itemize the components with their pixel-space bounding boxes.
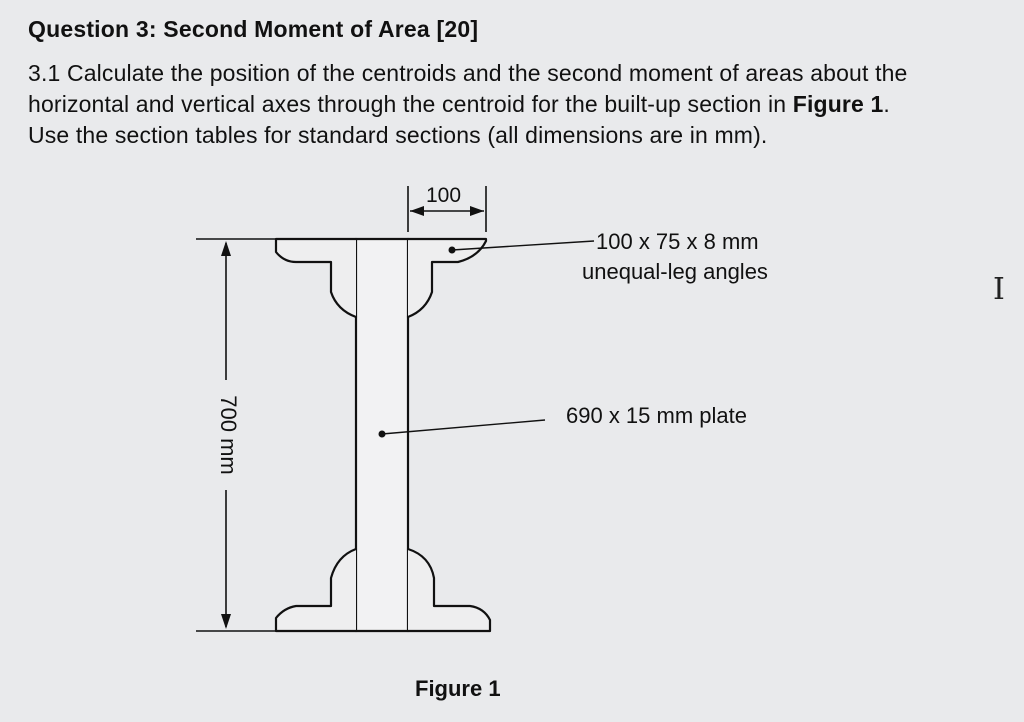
question-line-1: 3.1 Calculate the position of the centroids and the second moment of areas about the — [28, 60, 908, 86]
dim-width-arrow-left — [410, 206, 424, 216]
angle-centroid-dot — [449, 247, 456, 254]
question-title: Question 3: Second Moment of Area [20] — [28, 16, 479, 42]
angle-top-right — [408, 239, 486, 317]
question-line-3: Use the section tables for standard sections (all dimensions are in mm). — [28, 122, 768, 148]
angle-label-size: 100 x 75 x 8 mm — [596, 229, 759, 254]
angle-bottom-right — [408, 549, 490, 631]
question-line-2-text: horizontal and vertical axes through the centroid for the built-up section in — [28, 91, 793, 117]
text-cursor-icon: I — [993, 272, 1005, 307]
figure-caption: Figure 1 — [415, 676, 501, 701]
question-line-2-end: . — [883, 91, 890, 117]
dim-height-arrow-top — [221, 241, 231, 256]
dim-width-label: 100 — [426, 184, 462, 207]
angle-label-type: unequal-leg angles — [582, 259, 768, 284]
angle-bottom-left — [276, 549, 356, 631]
figure-reference: Figure 1 — [792, 91, 884, 117]
angle-top-left — [276, 239, 356, 317]
plate-label: 690 x 15 mm plate — [566, 403, 747, 428]
dim-height-arrow-bottom — [221, 614, 231, 629]
dim-height-label: 700 mm — [216, 395, 241, 475]
dim-width-arrow-right — [470, 206, 484, 216]
plate-centroid-dot — [379, 431, 386, 438]
